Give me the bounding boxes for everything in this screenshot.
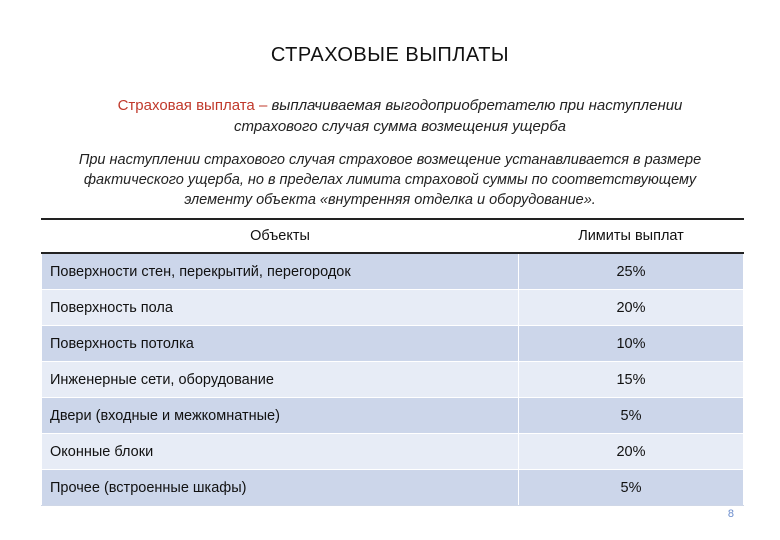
- note-line-2: фактического ущерба, но в пределах лимита страховой суммы по соответствующему: [83, 172, 697, 188]
- definition-text-1: выплачиваемая выгодоприобретателю при наступлении: [271, 97, 683, 114]
- table-row: [42, 326, 744, 362]
- table-row: [42, 470, 744, 506]
- definition-term: Страховая выплата: [117, 97, 255, 114]
- row-object: Прочее (встроенные шкафы): [42, 470, 519, 506]
- table-header-row: [42, 219, 744, 253]
- definition-dash: –: [254, 97, 272, 114]
- page-number: 8: [727, 508, 734, 520]
- row-object: Двери (входные и межкомнатные): [42, 398, 519, 434]
- table-row: [42, 290, 744, 326]
- row-object: Поверхность потолка: [42, 326, 519, 362]
- note-line-3: элементу объекта «внутренняя отделка и оборудование».: [184, 192, 596, 208]
- row-object: Инженерные сети, оборудование: [42, 362, 519, 398]
- definition-block: [40, 95, 760, 137]
- definition-text-2: страхового случая сумма возмещения ущерба: [234, 118, 566, 135]
- table-row: [42, 253, 744, 290]
- header-objects: Объекты: [42, 219, 519, 253]
- row-object: Оконные блоки: [42, 434, 519, 470]
- table-row: [42, 398, 744, 434]
- row-object: Поверхности стен, перекрытий, перегородок: [42, 253, 519, 290]
- row-limit: 5%: [519, 470, 744, 506]
- row-limit: 20%: [519, 290, 744, 326]
- row-limit: 5%: [519, 398, 744, 434]
- row-limit: 10%: [519, 326, 744, 362]
- table-row: [42, 434, 744, 470]
- row-limit: 15%: [519, 362, 744, 398]
- row-limit: 20%: [519, 434, 744, 470]
- row-limit: 25%: [519, 253, 744, 290]
- note-block: [30, 150, 750, 210]
- page-title: СТРАХОВЫЕ ВЫПЛАТЫ: [270, 44, 510, 66]
- table-row: [42, 362, 744, 398]
- header-limits: Лимиты выплат: [519, 219, 744, 253]
- limits-table: [41, 218, 744, 506]
- definition-line-1: [40, 95, 760, 116]
- row-object: Поверхность пола: [42, 290, 519, 326]
- note-line-1: При наступлении страхового случая страховое возмещение устанавливается в размере: [78, 152, 702, 168]
